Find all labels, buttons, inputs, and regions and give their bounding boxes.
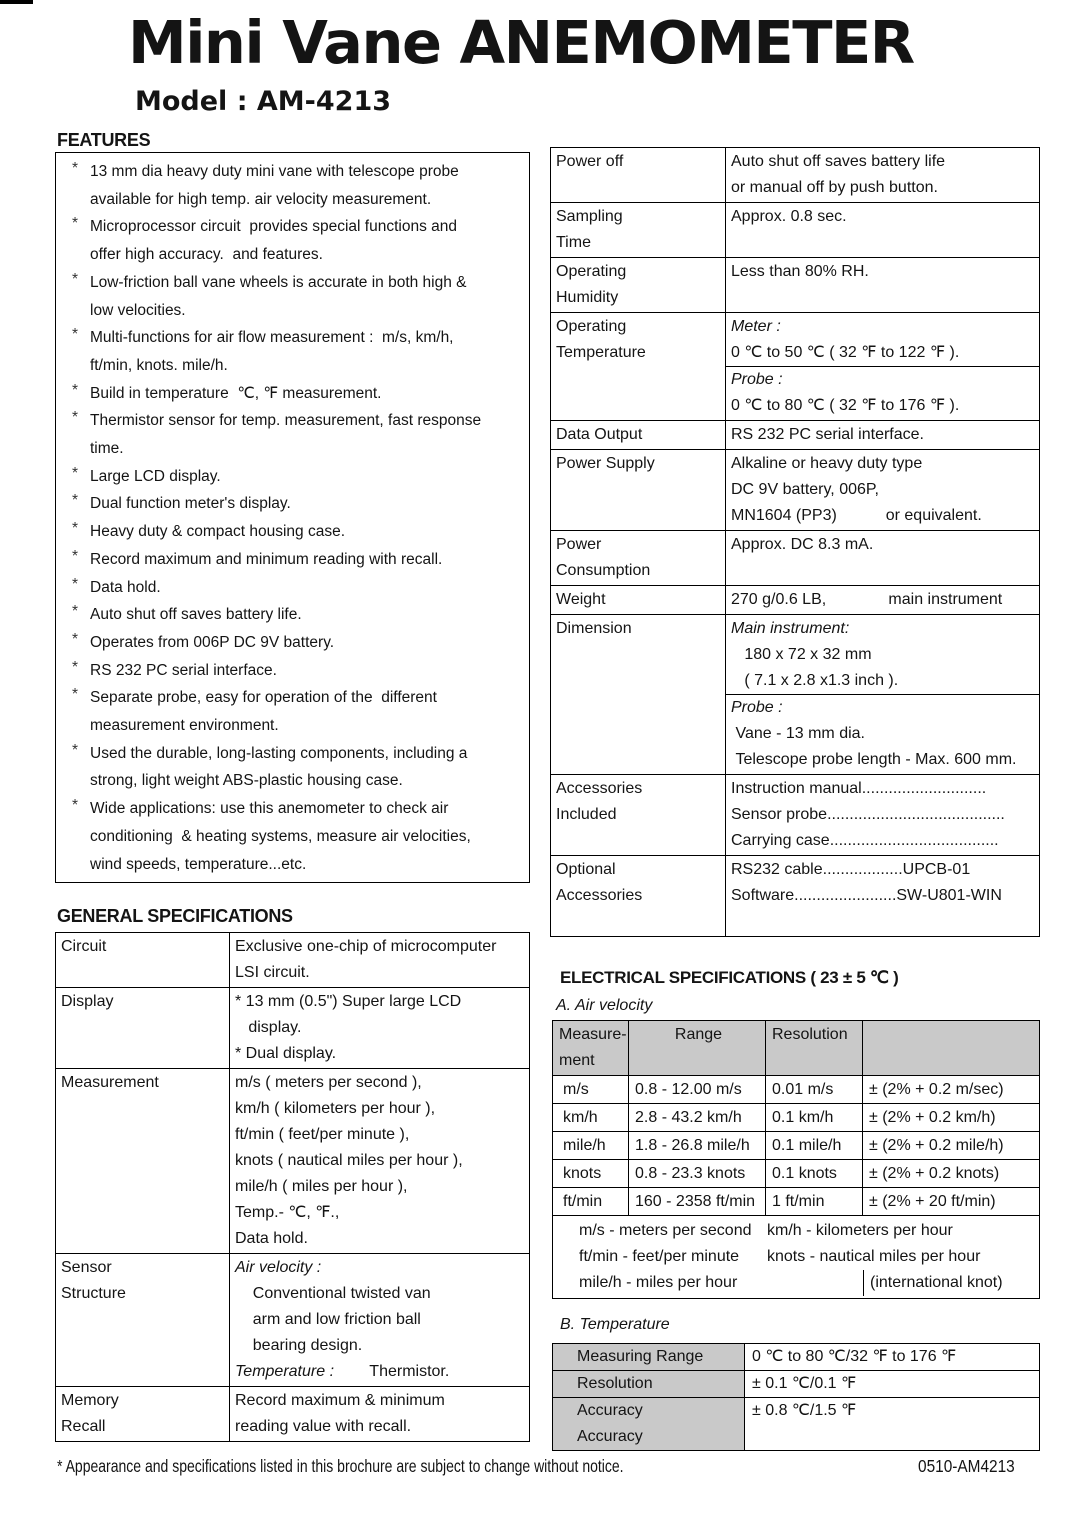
air-table-header-row: [553, 1021, 1039, 1075]
value-line: Less than 80% RH.: [731, 263, 869, 280]
feature-line: RS 232 PC serial interface.: [90, 661, 277, 679]
table-row: [551, 585, 1039, 614]
note-left-text: mile/h - miles per hour: [579, 1274, 738, 1291]
temp-row-label: [553, 1398, 745, 1450]
row-value: [230, 1069, 529, 1253]
value-line: MN1604 (PP3) or equivalent.: [731, 507, 982, 524]
row-label: [551, 615, 726, 774]
feature-line: Separate probe, easy for operation of the different: [90, 689, 437, 707]
bullet-star: *: [72, 575, 79, 593]
feature-item: [64, 463, 523, 491]
features-box: [55, 152, 530, 883]
value-line: Record maximum & minimum: [235, 1392, 445, 1409]
label-line: Accessories: [556, 780, 643, 797]
label-line: Memory: [61, 1392, 119, 1409]
feature-line: measurement environment.: [90, 717, 279, 735]
cell-unit: km/h: [553, 1104, 629, 1131]
bullet-star: *: [72, 520, 79, 538]
value-line: Main instrument:: [731, 620, 850, 637]
row-value: [726, 203, 1039, 257]
feature-item: [64, 324, 523, 379]
header-line: Measure-: [559, 1026, 627, 1043]
header-resolution: Resolution: [766, 1021, 863, 1075]
note-row: [553, 1218, 1039, 1244]
features-heading: FEATURES: [57, 130, 151, 150]
feature-line: Heavy duty & compact housing case.: [90, 523, 346, 541]
cell-range: 2.8 - 43.2 km/h: [629, 1104, 766, 1131]
bullet-star: *: [72, 547, 79, 565]
label-line: Optional: [556, 861, 616, 878]
label-line: Accuracy: [577, 1428, 643, 1445]
row-value: [230, 988, 529, 1068]
general-specifications-heading: GENERAL SPECIFICATIONS: [57, 906, 293, 926]
feature-item: [64, 795, 523, 878]
row-label: [551, 421, 726, 449]
air-table-row: [553, 1187, 1039, 1215]
table-row: [551, 420, 1039, 449]
row-label: [56, 988, 230, 1068]
cell-accuracy: ± (2% + 0.2 m/sec): [869, 1081, 1004, 1098]
label-line: Sensor: [61, 1259, 112, 1276]
feature-line: Build in temperature ℃, ℉ measurement.: [90, 384, 382, 402]
feature-line: Microprocessor circuit provides special functions and: [90, 218, 457, 236]
value-line: Carrying case......................................: [731, 832, 999, 849]
value-line: Meter :: [731, 318, 781, 335]
value-line: km/h ( kilometers per hour ),: [235, 1100, 436, 1117]
feature-item: [64, 158, 523, 213]
label-line: Structure: [61, 1285, 126, 1302]
footer-document-code: 0510-AM4213: [918, 1456, 1015, 1476]
feature-item: [64, 546, 523, 574]
row-label: [56, 933, 230, 987]
bullet-star: *: [72, 630, 79, 648]
table-row: [56, 1253, 529, 1386]
feature-line: Multi-functions for air flow measurement : m/s, km/h,: [90, 329, 454, 347]
value-line: Auto shut off saves battery life: [731, 153, 946, 170]
value-line: Temperature : Thermistor.: [235, 1363, 450, 1380]
value-line: ± 0.8 ℃/1.5 ℉: [752, 1402, 857, 1419]
value-line: reading value with recall.: [235, 1418, 412, 1435]
table-row: [56, 933, 529, 987]
bullet-star: *: [72, 741, 79, 759]
temp-row-value: [745, 1344, 1039, 1370]
value-line: * Dual display.: [235, 1045, 337, 1062]
row-value: [726, 258, 1039, 312]
row-value: [726, 856, 1039, 936]
feature-item: [64, 380, 523, 408]
value-line: Alkaline or heavy duty type: [731, 455, 923, 472]
bullet-star: *: [72, 603, 79, 621]
feature-line: 13 mm dia heavy duty mini vane with telescope probe: [90, 163, 459, 180]
row-label: [551, 586, 726, 614]
feature-line: wind speeds, temperature...etc.: [90, 855, 307, 873]
row-label: [56, 1254, 230, 1386]
temp-row-value: [745, 1398, 1039, 1450]
bullet-star: *: [72, 797, 79, 815]
feature-line: Data hold.: [90, 578, 161, 596]
value-line: ± 0.1 ℃/0.1 ℉: [752, 1375, 857, 1392]
row-value: [726, 313, 1039, 420]
value-line: 0 ℃ to 50 ℃ ( 32 ℉ to 122 ℉ ).: [731, 344, 960, 361]
feature-line: Used the durable, long-lasting components, including a: [90, 744, 468, 762]
table-row: [56, 1068, 529, 1253]
feature-line: offer high accuracy. and features.: [90, 246, 323, 264]
value-line: 270 g/0.6 LB, main instrument: [731, 591, 1003, 608]
cell-unit: mile/h: [553, 1132, 629, 1159]
feature-item: [64, 657, 523, 685]
value-line: * 13 mm (0.5") Super large LCD: [235, 993, 462, 1010]
label-line: Circuit: [61, 938, 107, 955]
row-label: [551, 856, 726, 936]
note-row: [553, 1270, 1039, 1296]
bullet-star: *: [72, 409, 79, 427]
row-value: [726, 531, 1039, 585]
value-line: Vane - 13 mm dia.: [731, 725, 865, 742]
label-line: Measurement: [61, 1074, 159, 1091]
label-line: Weight: [556, 591, 606, 608]
cell-resolution: 0.1 km/h: [766, 1104, 863, 1131]
feature-item: [64, 740, 523, 795]
feature-line: conditioning & heating systems, measure air velocities,: [90, 827, 471, 845]
row-value: [230, 933, 529, 987]
bullet-star: *: [72, 492, 79, 510]
row-label: [56, 1069, 230, 1253]
label-line: Humidity: [556, 289, 619, 306]
cell-unit: m/s: [553, 1076, 629, 1103]
temp-table-row: [553, 1370, 1039, 1397]
value-line: Approx. 0.8 sec.: [731, 208, 847, 225]
cell-unit: ft/min: [553, 1188, 629, 1215]
temp-row-label: [553, 1371, 745, 1397]
note-right-text: (international knot): [863, 1270, 1003, 1296]
label-line: Resolution: [577, 1375, 653, 1392]
row-value: [726, 775, 1039, 855]
row-label: [551, 258, 726, 312]
value-line: Approx. DC 8.3 mA.: [731, 536, 874, 553]
feature-item: [64, 269, 523, 324]
value-line: Temp.- ℃, ℉.,: [235, 1204, 340, 1221]
label-line: Accessories: [556, 887, 643, 904]
bullet-star: *: [72, 464, 79, 482]
value-line: mile/h ( miles per hour ),: [235, 1178, 408, 1195]
note-right-text: knots - nautical miles per hour: [767, 1248, 981, 1265]
value-line: ( 7.1 x 2.8 x1.3 inch ).: [731, 672, 899, 689]
value-line: arm and low friction ball: [235, 1311, 421, 1328]
bullet-star: *: [72, 160, 79, 177]
feature-item: [64, 629, 523, 657]
value-line: Data hold.: [235, 1230, 308, 1247]
feature-item: [64, 601, 523, 629]
label-line: Consumption: [556, 562, 651, 579]
temperature-table: [552, 1343, 1040, 1451]
row-label: [551, 313, 726, 420]
feature-line: low velocities.: [90, 301, 186, 319]
table-row: [56, 987, 529, 1068]
table-row: [551, 530, 1039, 585]
row-value: [726, 148, 1039, 202]
label-line: Recall: [61, 1418, 106, 1435]
temp-table-row: [553, 1397, 1039, 1450]
row-label: [551, 531, 726, 585]
value-line: RS232 cable..................UPCB-01: [731, 861, 971, 878]
value-line: DC 9V battery, 006P,: [731, 481, 879, 498]
air-table-notes: [553, 1215, 1039, 1298]
row-label: [56, 1387, 230, 1441]
cell-range: 0.8 - 12.00 m/s: [629, 1076, 766, 1103]
air-velocity-table: [552, 1020, 1040, 1299]
cell-accuracy: ± (2% + 20 ft/min): [869, 1193, 996, 1210]
cell-range: 160 - 2358 ft/min: [629, 1188, 766, 1215]
label-line: Dimension: [556, 620, 632, 637]
value-line: 180 x 72 x 32 mm: [731, 646, 872, 663]
feature-line: Dual function meter's display.: [90, 495, 291, 513]
table-row: [551, 148, 1039, 202]
value-line: 0 ℃ to 80 ℃ ( 32 ℉ to 176 ℉ ).: [731, 397, 960, 414]
feature-item: [64, 490, 523, 518]
value-line: Probe :: [726, 694, 1039, 721]
footer-disclaimer: * Appearance and specifications listed in this brochure are subject to change without notice.: [57, 1456, 624, 1476]
label-line: Included: [556, 806, 617, 823]
air-table-row: [553, 1103, 1039, 1131]
label-line: Power Supply: [556, 455, 655, 472]
table-row: [551, 257, 1039, 312]
cell-range: 1.8 - 26.8 mile/h: [629, 1132, 766, 1159]
cell-resolution: 0.1 knots: [766, 1160, 863, 1187]
header-accuracy: [863, 1021, 1039, 1075]
value-line: ft/min ( feet/per minute ),: [235, 1126, 410, 1143]
cell-resolution: 0.1 mile/h: [766, 1132, 863, 1159]
table-row: [551, 855, 1039, 936]
value-line: [726, 909, 1039, 935]
cell-accuracy: ± (2% + 0.2 mile/h): [869, 1137, 1004, 1154]
row-label: [551, 148, 726, 202]
value-line: Sensor probe........................................: [731, 806, 1005, 823]
feature-line: Operates from 006P DC 9V battery.: [90, 633, 335, 651]
label-line: Operating: [556, 263, 627, 280]
label-line: Power: [556, 536, 602, 553]
feature-line: strong, light weight ABS-plastic housing case.: [90, 772, 403, 790]
feature-line: Record maximum and minimum reading with recall.: [90, 550, 443, 568]
value-line: RS 232 PC serial interface.: [731, 426, 924, 443]
bullet-star: *: [72, 215, 79, 233]
air-velocity-subheading: A. Air velocity: [556, 997, 653, 1014]
cell-range: 0.8 - 23.3 knots: [629, 1160, 766, 1187]
temperature-subheading: B. Temperature: [560, 1316, 670, 1333]
header-range: Range: [629, 1021, 766, 1075]
value-line: display.: [235, 1019, 302, 1036]
model-subtitle: Model : AM-4213: [135, 86, 392, 117]
value-line: bearing design.: [235, 1337, 363, 1354]
bullet-star: *: [72, 270, 79, 288]
bullet-star: *: [72, 326, 79, 344]
row-label: [551, 203, 726, 257]
feature-line: available for high temp. air velocity measurement.: [90, 190, 432, 208]
value-line: Instruction manual............................: [731, 780, 987, 797]
label-line: Data Output: [556, 426, 643, 443]
temp-row-label: [553, 1344, 745, 1370]
feature-item: [64, 684, 523, 739]
value-line: m/s ( meters per second ),: [235, 1074, 422, 1091]
table-row: [551, 614, 1039, 774]
cell-accuracy: ± (2% + 0.2 knots): [869, 1165, 1000, 1182]
cell-unit: knots: [553, 1160, 629, 1187]
table-row: [551, 202, 1039, 257]
label-line: Temperature: [556, 344, 646, 361]
label-line: Display: [61, 993, 114, 1010]
feature-line: ft/min, knots. mile/h.: [90, 356, 228, 374]
feature-line: Wide applications: use this anemometer to check air: [90, 800, 449, 818]
bullet-star: *: [72, 686, 79, 704]
label-line: Measuring Range: [577, 1348, 704, 1365]
value-line: or manual off by push button.: [731, 179, 938, 196]
electrical-specifications-heading: ELECTRICAL SPECIFICATIONS ( 23 ± 5 ℃ ): [560, 968, 899, 987]
table-row: [551, 774, 1039, 855]
table-row: [56, 1386, 529, 1441]
row-value: [726, 615, 1039, 774]
row-value: [726, 421, 1039, 449]
row-value: [726, 450, 1039, 530]
cell-resolution: 0.01 m/s: [766, 1076, 863, 1103]
air-table-row: [553, 1131, 1039, 1159]
main-specifications-table: [550, 147, 1040, 937]
cell-resolution: 1 ft/min: [766, 1188, 863, 1215]
label-line: Operating: [556, 318, 627, 335]
cell-accuracy: ± (2% + 0.2 km/h): [869, 1109, 996, 1126]
feature-item: [64, 213, 523, 268]
scan-edge-artifact: [0, 0, 33, 4]
table-row: [551, 312, 1039, 420]
note-left-text: m/s - meters per second: [579, 1222, 752, 1239]
row-value: [230, 1387, 529, 1441]
air-table-row: [553, 1159, 1039, 1187]
temp-row-value: [745, 1371, 1039, 1397]
feature-item: [64, 518, 523, 546]
value-line: knots ( nautical miles per hour ),: [235, 1152, 463, 1169]
note-right-text: km/h - kilometers per hour: [767, 1222, 953, 1239]
page-title: Mini Vane ANEMOMETER: [128, 8, 914, 77]
feature-item: [64, 574, 523, 602]
value-line: 0 ℃ to 80 ℃/32 ℉ to 176 ℉: [752, 1348, 957, 1365]
row-value: [726, 586, 1039, 614]
note-left-text: ft/min - feet/per minute: [579, 1248, 740, 1265]
feature-line: Low-friction ball vane wheels is accurate in both high &: [90, 273, 467, 291]
row-label: [551, 450, 726, 530]
header-measurement: [553, 1021, 629, 1075]
row-value: [230, 1254, 529, 1386]
label-line: Accuracy: [577, 1402, 643, 1419]
feature-line: Thermistor sensor for temp. measurement, fast response: [90, 412, 482, 430]
feature-item: [64, 407, 523, 462]
temp-table-row: [553, 1344, 1039, 1370]
table-row: [551, 449, 1039, 530]
bullet-star: *: [72, 381, 79, 399]
value-line: Software.......................SW-U801-WIN: [731, 887, 1002, 904]
value-line: Exclusive one-chip of microcomputer: [235, 938, 497, 955]
value-line: Telescope probe length - Max. 600 mm.: [731, 751, 1017, 768]
feature-line: Large LCD display.: [90, 467, 221, 485]
row-label: [551, 775, 726, 855]
feature-line: time.: [90, 440, 124, 458]
value-line: LSI circuit.: [235, 964, 310, 981]
label-line: Sampling: [556, 208, 623, 225]
value-line: Air velocity :: [235, 1259, 322, 1276]
note-row: [553, 1244, 1039, 1270]
label-line: Power off: [556, 153, 624, 170]
general-specifications-table: [55, 932, 530, 1442]
air-table-row: [553, 1075, 1039, 1103]
value-line: Probe :: [726, 366, 1039, 393]
bullet-star: *: [72, 658, 79, 676]
header-line: ment: [559, 1052, 595, 1069]
label-line: Time: [556, 234, 591, 251]
feature-line: Auto shut off saves battery life.: [90, 606, 302, 624]
value-line: Conventional twisted van: [235, 1285, 431, 1302]
